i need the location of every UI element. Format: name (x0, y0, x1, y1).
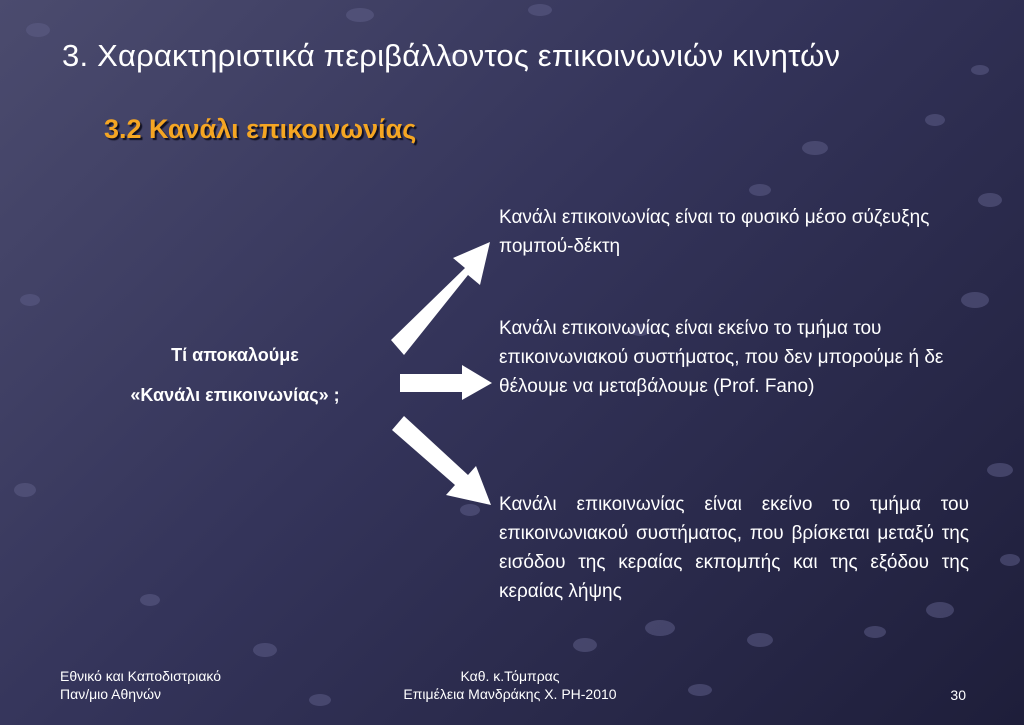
definition-1: Κανάλι επικοινωνίας είναι το φυσικό μέσο σύζευξης πομπού-δέκτη (499, 207, 930, 257)
definition-3: Κανάλι επικοινωνίας είναι εκείνο το τμήμα του επικοινωνιακού συστήματος, που βρίσκεται μεταξύ της εισόδου της κεραίας εκπομπής και της εξόδου της κεραίας λήψης (499, 494, 969, 602)
arrow-right-icon (400, 365, 492, 400)
arrows-fill (391, 242, 492, 505)
footer-center-line-2: Επιμέλεια Μανδράκης Χ. ΡΗ-2010 (403, 686, 617, 702)
definition-2: Κανάλι επικοινωνίας είναι εκείνο το τμήμα του επικοινωνιακού συστήματος, που δεν μπορούμε ή δε θέλουμε να μεταβάλουμε (Prof. Fano) (499, 318, 944, 397)
arrow-up-icon (391, 242, 490, 355)
page-number: 30 (950, 687, 966, 703)
question-line-2: «Κανάλι επικοινωνίας» ; (130, 385, 340, 405)
footer-left-line-1: Εθνικό και Καποδιστριακό (60, 668, 222, 684)
arrow-down-icon (392, 416, 491, 505)
footer-left-line-2: Παν/μιο Αθηνών (60, 686, 162, 702)
footer-author (330, 667, 690, 703)
slide-title: 3. Χαρακτηριστικά περιβάλλοντος επικοινωνιών κινητών (62, 38, 841, 73)
question-line-1: Τί αποκαλούμε (171, 345, 299, 365)
footer-university (60, 667, 221, 703)
slide-subtitle: 3.2 Κανάλι επικοινωνίας (104, 114, 417, 144)
footer-center-line-1: Καθ. κ.Τόμπρας (460, 668, 560, 684)
